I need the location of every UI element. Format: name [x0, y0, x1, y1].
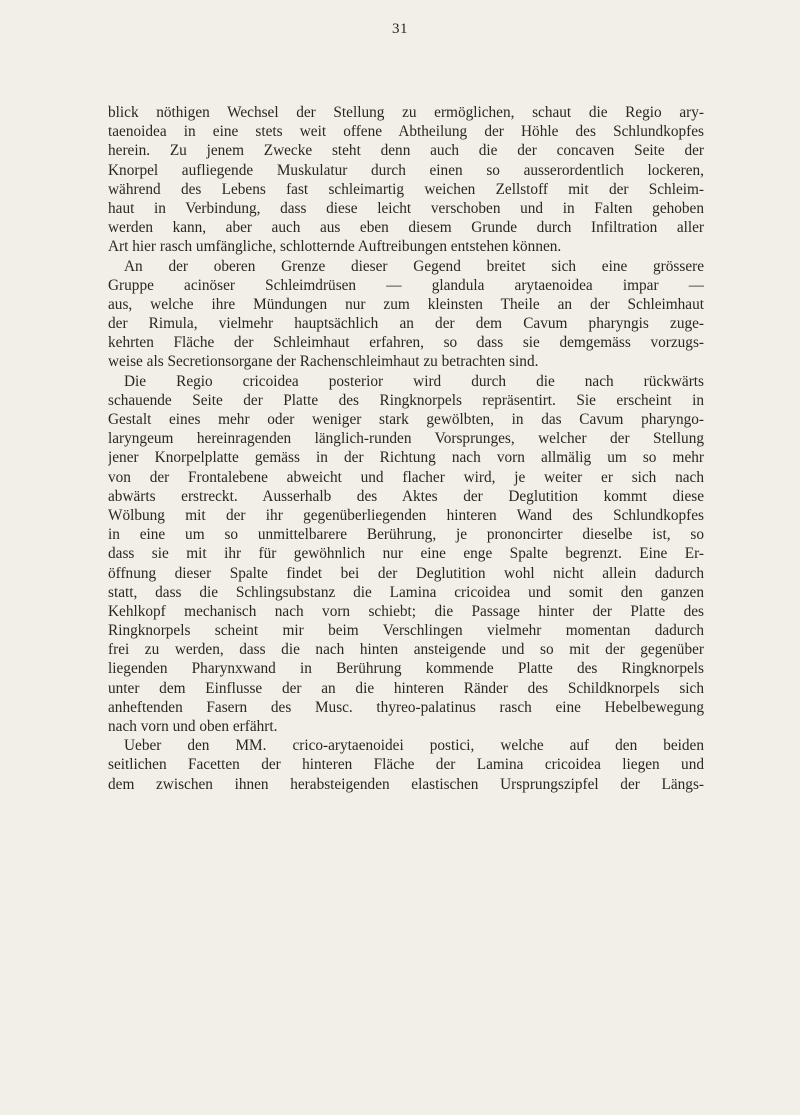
text-line: schauende Seite der Platte des Ringknorpels repräsentirt. Sie erscheint in	[108, 391, 704, 409]
text-line: in eine um so unmittelbarere Berührung, je prononcirter dieselbe ist, so	[108, 526, 704, 544]
page-number: 31	[392, 21, 408, 37]
text-line: nach vorn und oben erfährt.	[108, 718, 278, 735]
text-line: seitlichen Facetten der hinteren Fläche der Lamina cricoidea liegen und	[108, 756, 704, 774]
text-line: blick nöthigen Wechsel der Stellung zu ermöglichen, schaut die Regio ary-	[108, 104, 704, 121]
text-line: Ringknorpels scheint mir beim Verschlingen vielmehr momentan dadurch	[108, 622, 704, 640]
text-line: statt, dass die Schlingsubstanz die Lamina cricoidea und somit den ganzen	[108, 583, 704, 601]
text-line: kehrten Fläche der Schleimhaut erfahren, so dass sie demgemäss vorzugs-	[108, 334, 704, 352]
text-line: von der Frontalebene abweicht und flacher wird, je weiter er sich nach	[108, 468, 704, 486]
text-line: Die Regio cricoidea posterior wird durch die nach rückwärts	[124, 372, 704, 390]
text-line: Art hier rasch umfängliche, schlotternde Auftreibungen entstehen können.	[108, 238, 562, 256]
text-line: laryngeum hereinragenden länglich-runden Vorsprunges, welcher der Stellung	[108, 430, 704, 448]
text-line: Gestalt eines mehr oder weniger stark gewölbten, in das Cavum pharyngo-	[108, 411, 704, 428]
text-line: werden kann, aber auch aus eben diesem Grunde durch Infiltration aller	[108, 219, 704, 237]
text-line: unter dem Einflusse der an die hinteren Ränder des Schildknorpels sich	[108, 679, 704, 697]
text-line: dem zwischen ihnen herabsteigenden elastischen Ursprungszipfel der Längs-	[108, 775, 704, 793]
text-line: An der oberen Grenze dieser Gegend breitet sich eine grössere	[124, 257, 704, 275]
text-line: weise als Secretionsorgane der Rachenschleimhaut zu betrachten sind.	[108, 353, 539, 371]
text-line: öffnung dieser Spalte findet bei der Deglutition wohl nicht allein dadurch	[108, 564, 704, 582]
body-text	[108, 103, 704, 794]
text-line: Ueber den MM. crico-arytaenoidei postici, welche auf den beiden	[124, 737, 704, 755]
text-line: herein. Zu jenem Zwecke steht denn auch die der concaven Seite der	[108, 142, 704, 160]
text-line: frei zu werden, dass die nach hinten ansteigende und so mit der gegenüber	[108, 641, 704, 659]
text-line: Knorpel aufliegende Muskulatur durch einen so ausserordentlich lockeren,	[108, 161, 704, 179]
text-line: taenoidea in eine stets weit offene Abtheilung der Höhle des Schlundkopfes	[108, 123, 704, 141]
text-line: Kehlkopf mechanisch nach vorn schiebt; die Passage hinter der Platte des	[108, 602, 704, 620]
text-line: abwärts erstreckt. Ausserhalb des Aktes der Deglutition kommt diese	[108, 487, 704, 505]
text-line: der Rimula, vielmehr hauptsächlich an der dem Cavum pharyngis zuge-	[108, 315, 704, 333]
text-line: jener Knorpelplatte gemäss in der Richtung nach vorn allmälig um so mehr	[108, 449, 704, 467]
text-line: während des Lebens fast schleimartig weichen Zellstoff mit der Schleim-	[108, 180, 704, 198]
text-line: Wölbung mit der ihr gegenüberliegenden hinteren Wand des Schlundkopfes	[108, 506, 704, 524]
text-line: liegenden Pharynxwand in Berührung kommende Platte des Ringknorpels	[108, 660, 704, 678]
text-line: anheftenden Fasern des Musc. thyreo-palatinus rasch eine Hebelbewegung	[108, 698, 704, 716]
text-line: aus, welche ihre Mündungen nur zum kleinsten Theile an der Schleimhaut	[108, 295, 704, 313]
text-line: dass sie mit ihr für gewöhnlich nur eine enge Spalte begrenzt. Eine Er-	[108, 545, 704, 563]
text-line: haut in Verbindung, dass diese leicht verschoben und in Falten gehoben	[108, 199, 704, 217]
text-line: Gruppe acinöser Schleimdrüsen — glandula arytaenoidea impar —	[108, 276, 704, 294]
